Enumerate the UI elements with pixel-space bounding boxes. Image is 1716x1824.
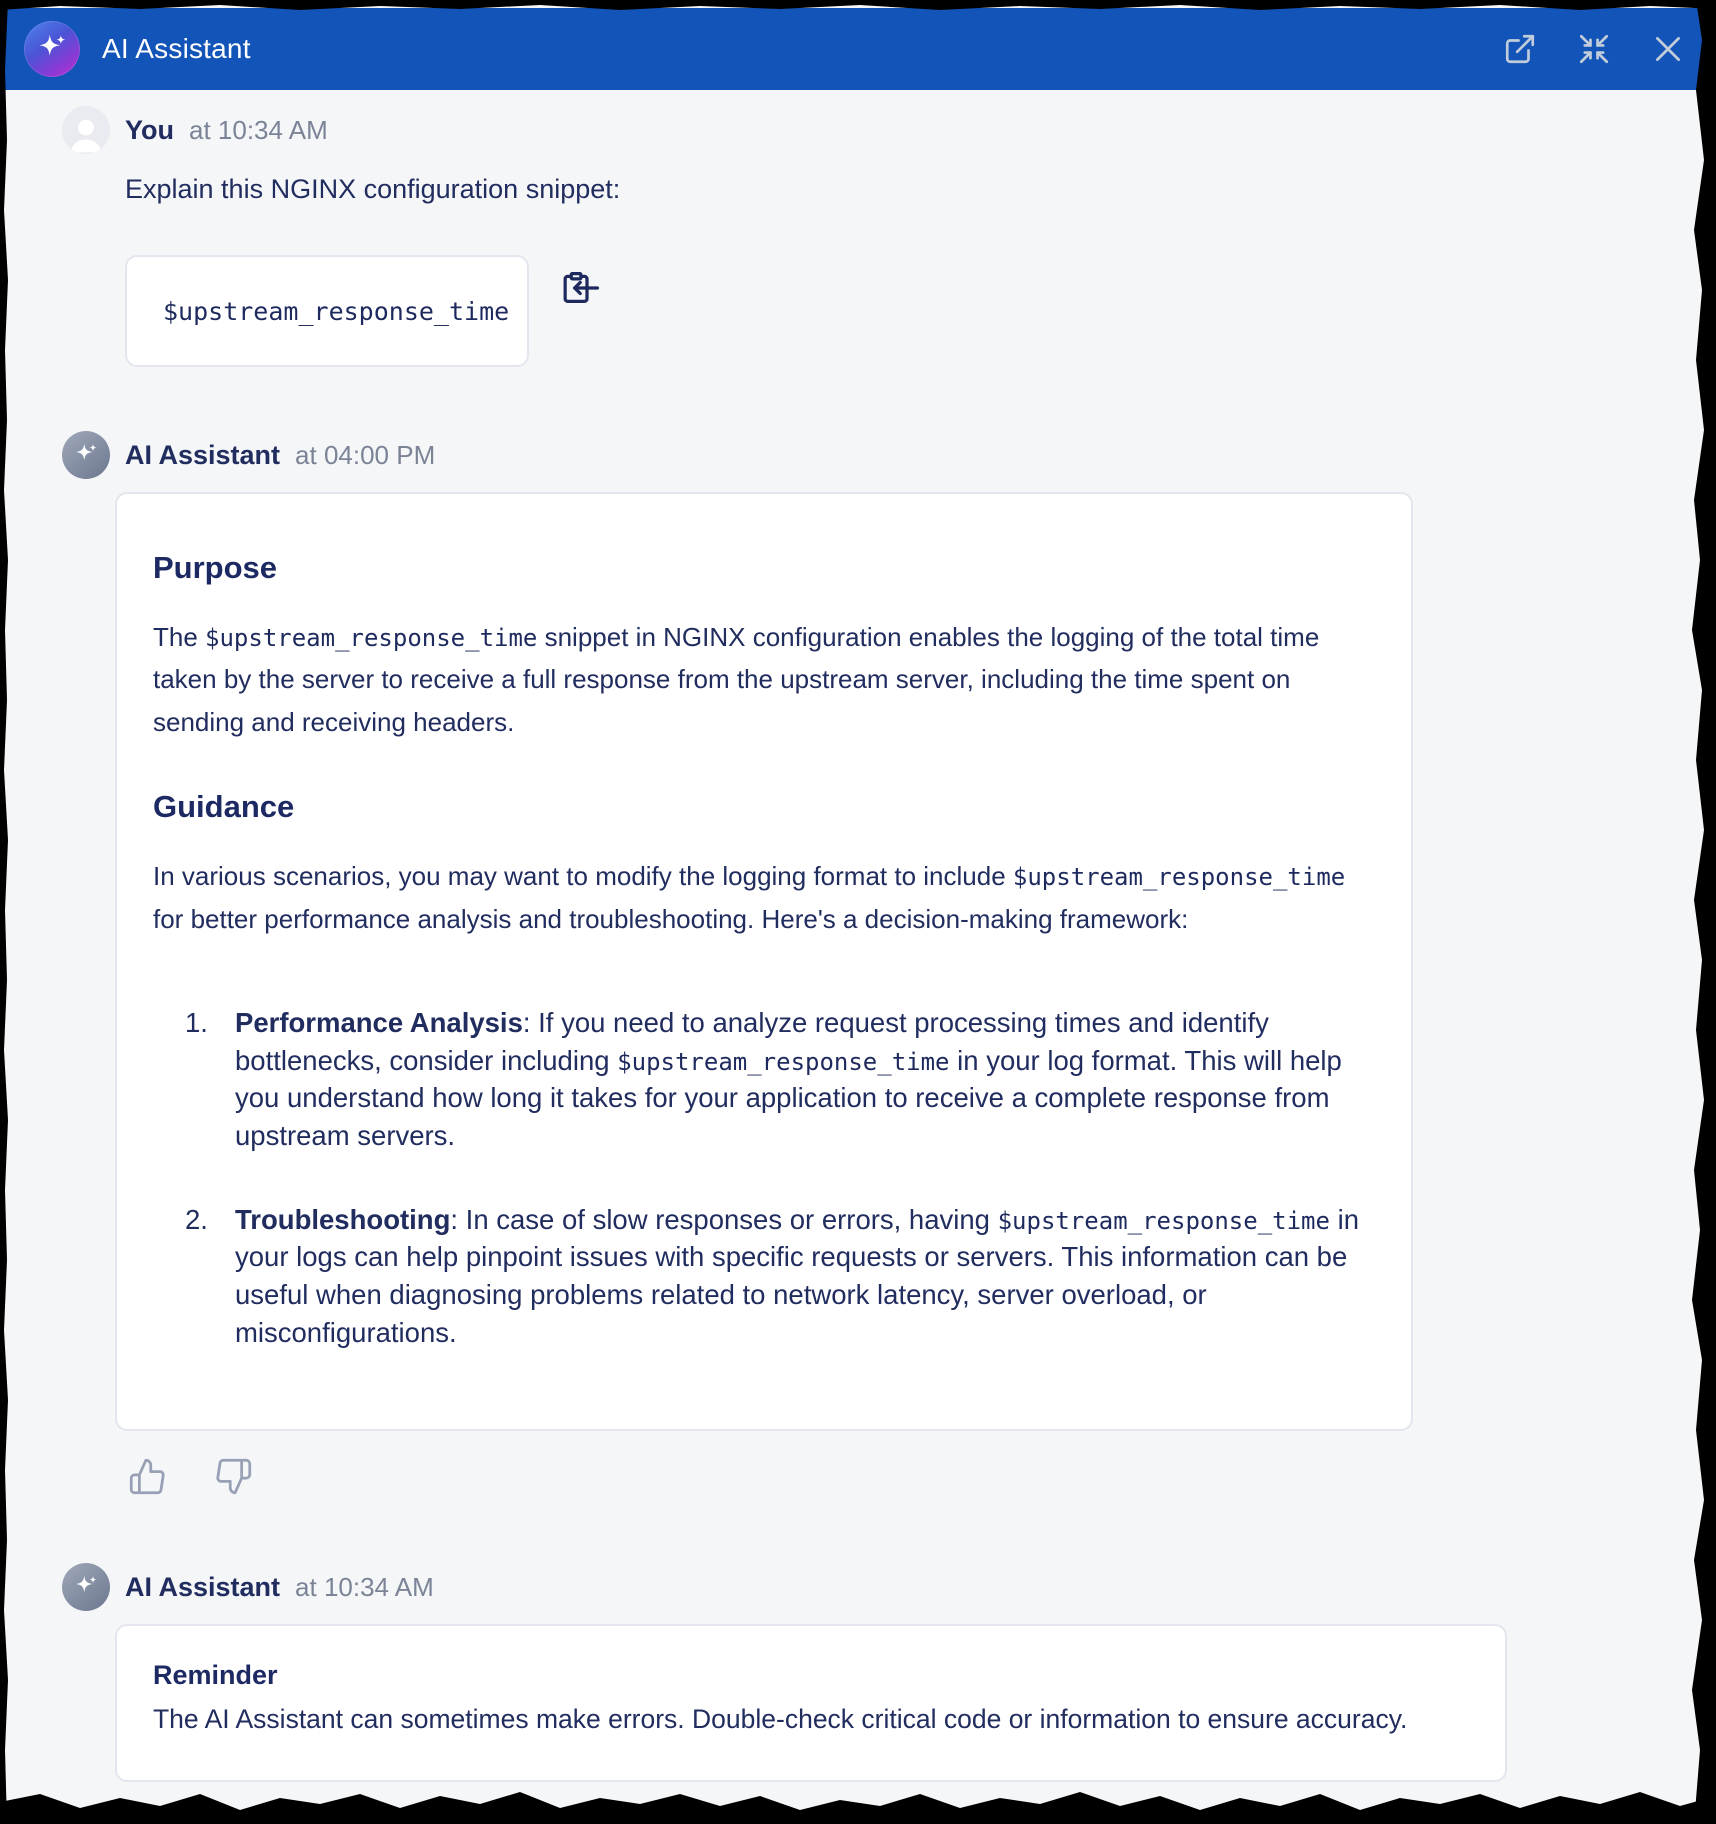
assistant-response-message [62, 431, 1716, 1499]
close-icon[interactable] [1646, 27, 1690, 71]
reminder-text: The AI Assistant can sometimes make errors. Double-check critical code or information to ensure accuracy. [153, 1704, 1408, 1735]
message-timestamp: at 10:34 AM [189, 114, 328, 145]
feedback-buttons [128, 1457, 1716, 1499]
paste-clipboard-icon[interactable] [559, 269, 599, 309]
sender-name: AI Assistant [125, 439, 281, 470]
purpose-paragraph: The $upstream_response_time snippet in NGINX configuration enables the logging of the total time taken by the server to receive a full response from the upstream server, including the time spent on sending and receiving headers. [153, 622, 1320, 737]
inline-code: $upstream_response_time [205, 624, 538, 652]
purpose-heading: Purpose [153, 550, 278, 585]
user-message-header [62, 106, 1716, 154]
sender-name: You [125, 114, 174, 145]
sparkle-icon [71, 1572, 101, 1602]
code-snippet-text: $upstream_response_time [163, 296, 510, 326]
collapse-panel-icon[interactable] [1572, 27, 1616, 71]
code-snippet-box [125, 255, 529, 367]
guidance-paragraph: In various scenarios, you may want to modify the logging format to include $upstream_response_time for better performance analysis and troubleshooting. Here's a decision-making framework: [153, 861, 1346, 934]
list-item-text: Troubleshooting: In case of slow responses or errors, having $upstream_response_time in your logs can help pinpoint issues with specific requests or servers. This information can be useful when diagnosing problems related to network latency, server overload, or misconfigurations. [235, 1203, 1359, 1348]
inline-code: $upstream_response_time [617, 1047, 950, 1076]
panel-header [0, 8, 1716, 90]
panel-title: AI Assistant [102, 33, 251, 64]
assistant-response-card [115, 492, 1413, 1431]
thumbs-up-icon[interactable] [128, 1457, 167, 1499]
assistant-avatar [62, 431, 110, 479]
open-in-new-window-icon[interactable] [1498, 27, 1542, 71]
user-message [62, 106, 1716, 367]
chat-scroll-area[interactable] [0, 90, 1716, 1824]
guidance-list [185, 1004, 1367, 1351]
list-item-text: Performance Analysis: If you need to analyze request processing times and identify bottlenecks, consider including $upstream_response_time in your log format. This will help you understand how long it takes for your application to receive a complete response from upstream servers. [235, 1006, 1342, 1151]
assistant-reminder-message [62, 1563, 1716, 1782]
sparkle-icon [33, 30, 71, 68]
header-actions [1498, 27, 1690, 71]
list-item [185, 1004, 1367, 1155]
inline-code: $upstream_response_time [1012, 863, 1346, 892]
user-message-text: Explain this NGINX configuration snippet: [125, 174, 621, 204]
assistant-message-header [62, 431, 1716, 479]
code-snippet-row [125, 255, 1716, 367]
assistant-avatar [62, 1563, 110, 1611]
guidance-heading: Guidance [153, 789, 295, 825]
person-icon [64, 112, 108, 154]
message-timestamp: at 10:34 AM [295, 1571, 434, 1602]
assistant-message-header [62, 1563, 1716, 1611]
list-item-number: 1. [185, 1006, 208, 1038]
list-item-number: 2. [185, 1203, 208, 1235]
message-timestamp: at 04:00 PM [295, 439, 436, 470]
user-avatar [62, 106, 110, 154]
thumbs-down-icon[interactable] [214, 1457, 253, 1499]
inline-code: $upstream_response_time [997, 1206, 1330, 1235]
reminder-card [115, 1624, 1507, 1782]
sparkle-icon [71, 440, 101, 470]
list-item [185, 1201, 1367, 1352]
sender-name: AI Assistant [125, 1571, 281, 1602]
ai-assistant-logo [24, 21, 80, 77]
reminder-heading: Reminder [153, 1660, 278, 1691]
